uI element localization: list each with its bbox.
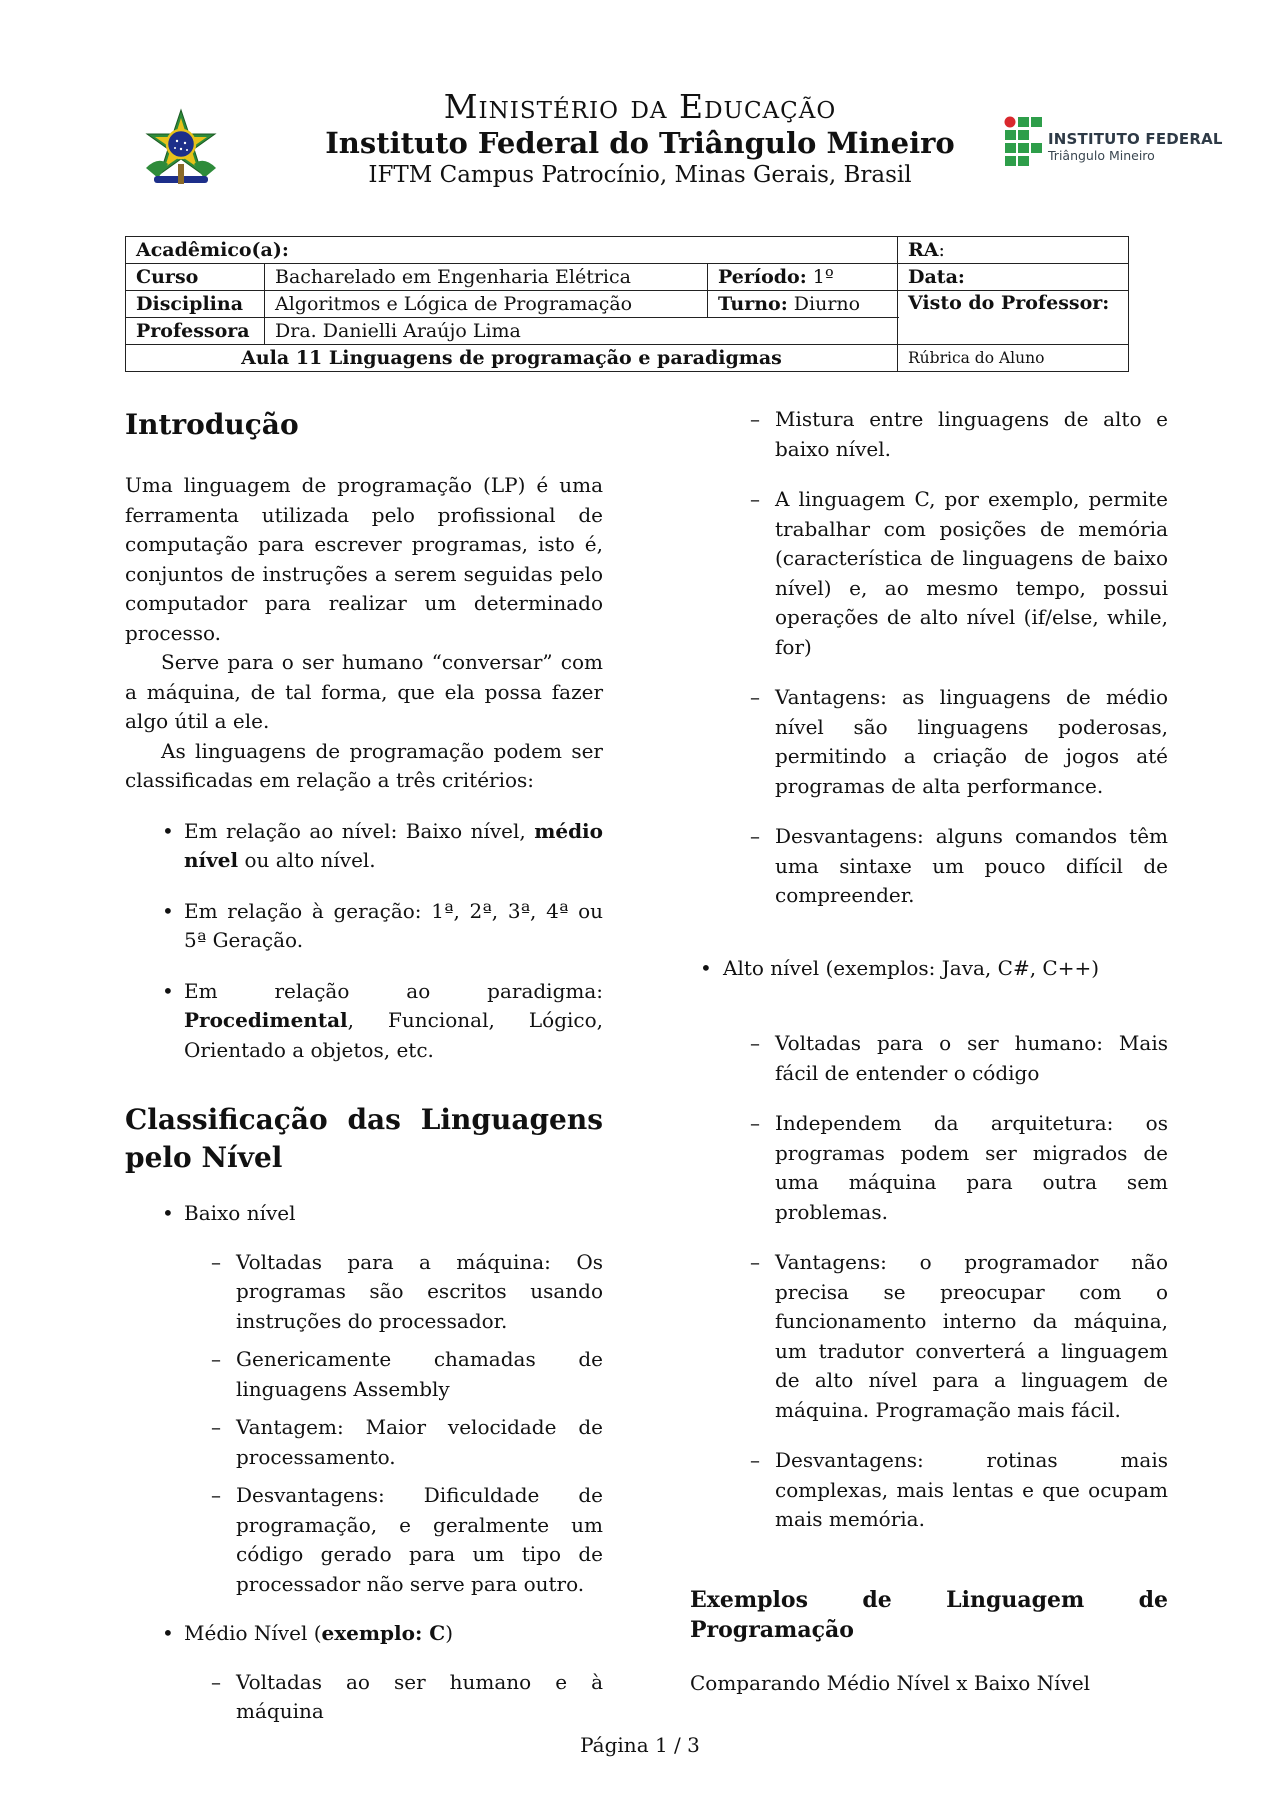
list-item: [750, 485, 1168, 662]
list-item: [125, 1413, 603, 1472]
baixo-nivel-sublist: [73, 1248, 603, 1600]
disciplina-value: Algoritmos e Lógica de Programação: [265, 291, 708, 318]
list-item: [750, 822, 1168, 911]
medio-list: [125, 1619, 603, 1649]
academico-label: Acadêmico(a):: [136, 239, 289, 261]
alto-item-1: Voltadas para o ser humano: Mais fácil de entender o código: [775, 1031, 1168, 1085]
list-item: [750, 1109, 1168, 1227]
list-item: [125, 1248, 603, 1337]
list-item: [750, 1248, 1168, 1425]
brasil-coat-of-arms-icon: [138, 106, 224, 192]
baixo-item-3: Vantagem: Maior velocidade de processamento.: [236, 1415, 603, 1469]
dash-icon: –: [750, 824, 760, 848]
dash-icon: –: [750, 685, 760, 709]
bullet-icon: •: [162, 1621, 174, 1645]
dash-icon: –: [211, 1483, 221, 1507]
crit1-bold: médio nível: [184, 818, 603, 872]
list-item: [750, 1446, 1168, 1535]
bullet-icon: •: [700, 955, 712, 980]
periodo-cell: [708, 264, 898, 291]
curso-label: Curso: [126, 264, 265, 291]
bullet-icon: •: [162, 978, 174, 1003]
bullet-icon: •: [162, 898, 174, 923]
disciplina-label: Disciplina: [126, 291, 265, 318]
medio-text-end: ): [445, 1621, 454, 1645]
comparando-text: Comparando Médio Nível x Baixo Nível: [690, 1671, 1091, 1695]
ra-cell: [898, 237, 1129, 264]
crit2-text: Em relação à geração: 1ª, 2ª, 3ª, 4ª ou 5ª Geração.: [184, 898, 603, 952]
right-column-bottom: [690, 1585, 1168, 1699]
page-number: Página 1 / 3: [580, 1733, 700, 1757]
list-item: [700, 954, 1168, 984]
medio-item-5: Desvantagens: alguns comandos têm uma sintaxe um pouco difícil de compreender.: [775, 824, 1168, 907]
classification-heading: Classificação das Linguagens pelo Nível: [125, 1103, 603, 1174]
list-item: [125, 1345, 603, 1404]
bullet-icon: •: [162, 1201, 174, 1225]
professora-value: Dra. Danielli Araújo Lima: [265, 318, 898, 345]
list-item: [750, 405, 1168, 464]
list-item: [125, 1619, 603, 1649]
dash-icon: –: [750, 1250, 760, 1274]
dash-icon: –: [211, 1347, 221, 1371]
list-item: [125, 1199, 603, 1229]
if-logo-mark-icon: [1004, 116, 1046, 174]
crit1-text: Em relação ao nível: Baixo nível,: [184, 818, 535, 843]
if-logo-subtitle: Triângulo Mineiro: [1048, 148, 1155, 163]
campus-subtitle: IFTM Campus Patrocínio, Minas Gerais, Brasil: [368, 162, 912, 188]
criteria-list: [125, 817, 603, 1066]
dash-icon: –: [750, 1448, 760, 1472]
medio-text: Médio Nível (: [184, 1621, 322, 1645]
list-item: [125, 1668, 603, 1727]
academico-cell: [126, 237, 898, 264]
page-header: [0, 88, 1280, 198]
list-item: [125, 897, 603, 956]
medio-item-3: A linguagem C, por exemplo, permite trabalhar com posições de memória (característica de linguagens de baixo nível) e, ao mesmo tempo, possui operações de alto nível (if/else, while, for): [775, 487, 1168, 659]
intro-paragraph-2: Serve para o ser humano “conversar” com a máquina, de tal forma, que ela possa fazer algo útil a ele.: [125, 650, 603, 733]
alto-item-2: Independem da arquitetura: os programas podem ser migrados de uma máquina para outra sem problemas.: [775, 1111, 1168, 1224]
dash-icon: –: [211, 1415, 221, 1439]
medio-sublist-left: [125, 1668, 603, 1727]
ministry-title: Ministério da Educação: [443, 87, 837, 126]
list-item: [125, 1481, 603, 1599]
alto-item-4: Desvantagens: rotinas mais complexas, mais lentas e que ocupam mais memória.: [775, 1448, 1168, 1531]
left-column: [125, 398, 603, 1727]
alto-item-3: Vantagens: o programador não precisa se preocupar com o funcionamento interno da máquina, um tradutor converterá a linguagem de alto nível para a linguagem de máquina. Programação mais fácil.: [775, 1250, 1168, 1422]
turno-cell: [708, 291, 898, 318]
professora-label: Professora: [126, 318, 265, 345]
baixo-item-1: Voltadas para a máquina: Os programas são escritos usando instruções do processador.: [236, 1249, 603, 1333]
medio-item-4: Vantagens: as linguagens de médio nível são linguagens poderosas, permitindo a criação de jogos até programas de alta performance.: [775, 685, 1168, 798]
right-column-medio: [700, 405, 1168, 1535]
rubrica-label: Rúbrica do Aluno: [898, 345, 1129, 372]
data-label: Data:: [898, 264, 1129, 291]
intro-paragraph-1: Uma linguagem de programação (LP) é uma ferramenta utilizada pelo profissional de computação para escrever programas, isto é, conjuntos de instruções a serem seguidas pelo computador para realizar um determinado processo.: [125, 473, 603, 645]
periodo-value: 1º: [812, 266, 834, 288]
ra-label: RA: [908, 239, 939, 261]
turno-label: Turno:: [718, 293, 788, 315]
turno-value: Diurno: [793, 293, 861, 315]
intro-heading: Introdução: [125, 408, 299, 441]
intro-paragraph-3: As linguagens de programação podem ser classificadas em relação a três critérios:: [125, 738, 603, 792]
dash-icon: –: [750, 407, 760, 431]
dash-icon: –: [211, 1669, 221, 1694]
baixo-item-4: Desvantagens: Dificuldade de programação, e geralmente um código gerado para um tipo de processador não serve para outro.: [236, 1483, 603, 1596]
list-item: [125, 817, 603, 876]
crit3-text: Em relação ao paradigma:: [184, 978, 603, 1003]
instituto-federal-logo: [1004, 116, 1244, 176]
crit3-text-end: , Funcional, Lógico, Orientado a objetos, etc.: [184, 1008, 603, 1062]
ra-colon: :: [938, 239, 945, 261]
baixo-item-2: Genericamente chamadas de linguagens Assembly: [236, 1347, 603, 1401]
if-logo-title: INSTITUTO FEDERAL: [1048, 130, 1223, 148]
crit1-text-end: ou alto nível.: [238, 848, 376, 872]
list-item: [750, 683, 1168, 801]
dash-icon: –: [750, 1031, 760, 1055]
list-item: [125, 977, 603, 1066]
bullet-icon: •: [162, 818, 174, 843]
medio-item-1: Voltadas ao ser humano e à máquina: [236, 1669, 603, 1723]
list-item: [750, 1029, 1168, 1088]
institute-title: Instituto Federal do Triângulo Mineiro: [325, 126, 955, 160]
crit3-bold: Procedimental: [184, 1008, 348, 1032]
level-list: [125, 1199, 603, 1229]
baixo-nivel-label: Baixo nível: [184, 1201, 296, 1225]
alto-nivel-label: Alto nível (exemplos: Java, C#, C++): [723, 955, 1100, 980]
curso-value: Bacharelado em Engenharia Elétrica: [265, 264, 708, 291]
visto-label: Visto do Professor:: [898, 291, 1129, 345]
medio-bold: exemplo: C: [321, 1621, 446, 1645]
exemplos-heading: Exemplos de Linguagem de Programação: [690, 1587, 1168, 1643]
dash-icon: –: [750, 487, 760, 511]
medio-item-2: Mistura entre linguagens de alto e baixo nível.: [775, 407, 1168, 461]
periodo-label: Período:: [718, 266, 807, 288]
dash-icon: –: [750, 1111, 760, 1135]
aula-title: Aula 11 Linguagens de programação e paradigmas: [126, 345, 898, 372]
course-info-table: [125, 236, 1129, 372]
dash-icon: –: [211, 1249, 221, 1274]
